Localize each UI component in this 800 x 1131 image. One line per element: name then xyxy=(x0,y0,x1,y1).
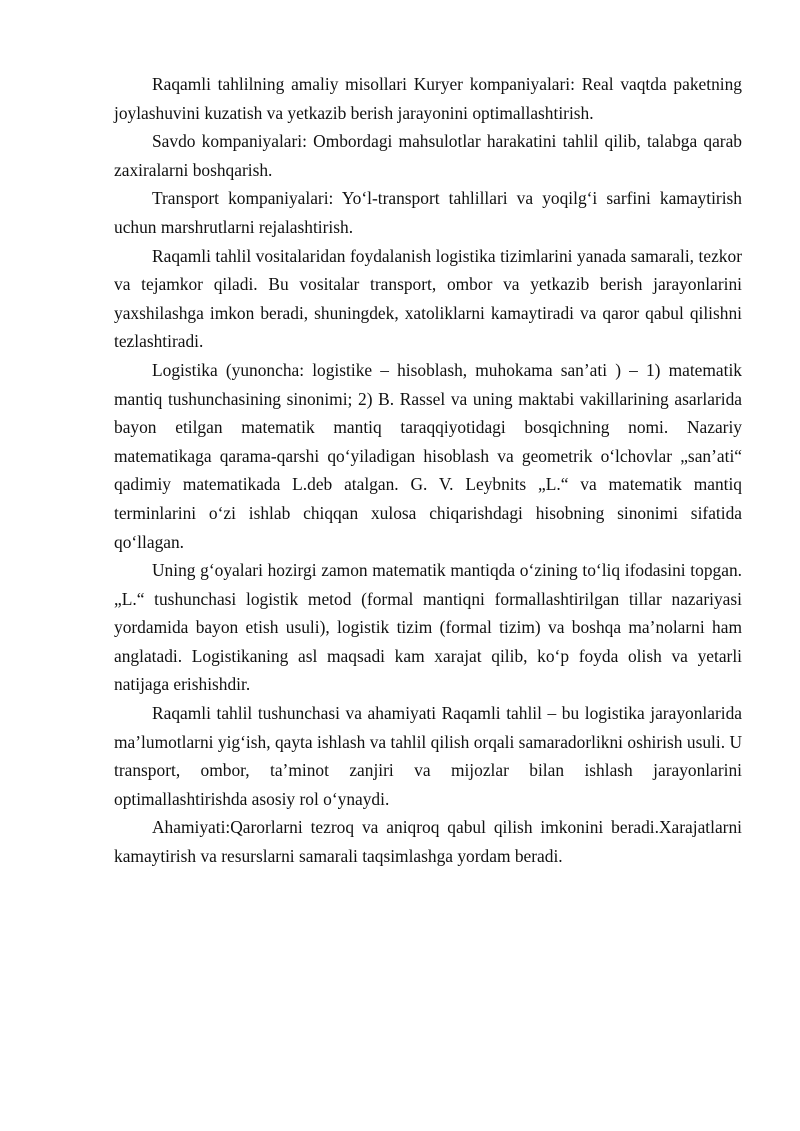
paragraph-trade-companies: Savdo kompaniyalari: Ombordagi mahsulotlar harakatini tahlil qilib, talabga qarab zaxiralarni boshqarish. xyxy=(114,131,742,180)
paragraph-importance: Ahamiyati:Qarorlarni tezroq va aniqroq qabul qilish imkonini beradi.Xarajatlarni kamaytirish va resurslarni samarali taqsimlashga yordam beradi. xyxy=(114,817,742,867)
document-page xyxy=(114,70,742,871)
paragraph-digital-tools: Raqamli tahlil vositalaridan foydalanish logistika tizimlarini yanada samarali, tezkor va tejamkor qiladi. Bu vositalar transport, ombor va yetkazib berish jarayonlarini yaxshilashga imkon beradi, shuningdek, xatoliklarni kamaytiradi va qaror qabul qilishni tezlashtiradi. xyxy=(114,245,742,352)
paragraph-transport-companies: Transport kompaniyalari: Yo‘l-transport tahlillari va yoqilg‘i sarfini kamaytirish uchun marshrutlarni rejalashtirish. xyxy=(114,188,742,237)
paragraph-logistics-definition: Logistika (yunoncha: logistike – hisoblash, muhokama san’ati ) – 1) matematik mantiq tushunchasining sinonimi; 2) B. Rassel va uning maktabi vakillarining asarlarida bayon etilgan matematik mantiq taraqqiyotidagi bosqichning nomi. Nazariy matematikaga qarama-qarshi qo‘yiladigan hisoblash va geometrik o‘lchovlar „san’ati“ qadimiy matematikada L.deb atalgan. G. V. Leybnits „L.“ va matematik mantiq terminlarini o‘zi ishlab chiqqan xulosa chiqarishdagi hisobning sinonimi sifatida qo‘llagan. xyxy=(114,359,742,552)
paragraph-ideas-modern: Uning g‘oyalari hozirgi zamon matematik mantiqda o‘zining to‘liq ifodasini topgan. „L.“ tushunchasi logistik metod (formal mantiqni formallashtirilgan tillar nazariyasi yordamida bayon etish usuli), logistik tizim (formal tizim) va boshqa ma’nolarni ham anglatadi. Logistikaning asl maqsadi kam xarajat qilib, ko‘p foyda olish va yetarli natijaga erishishdir. xyxy=(114,560,742,695)
paragraph-digital-analysis-examples: Raqamli tahlilning amaliy misollari Kuryer kompaniyalari: Real vaqtda paketning joylashuvini kuzatish va yetkazib berish jarayonini optimallashtirish. xyxy=(114,74,742,123)
paragraph-digital-analysis-concept: Raqamli tahlil tushunchasi va ahamiyati Raqamli tahlil – bu logistika jarayonlarida ma’lumotlarni yig‘ish, qayta ishlash va tahlil qilish orqali samaradorlikni oshirish usuli. U transport, ombor, ta’minot zanjiri va mijozlar bilan ishlash jarayonlarini optimallashtirishda asosiy rol o‘ynaydi. xyxy=(114,703,742,809)
